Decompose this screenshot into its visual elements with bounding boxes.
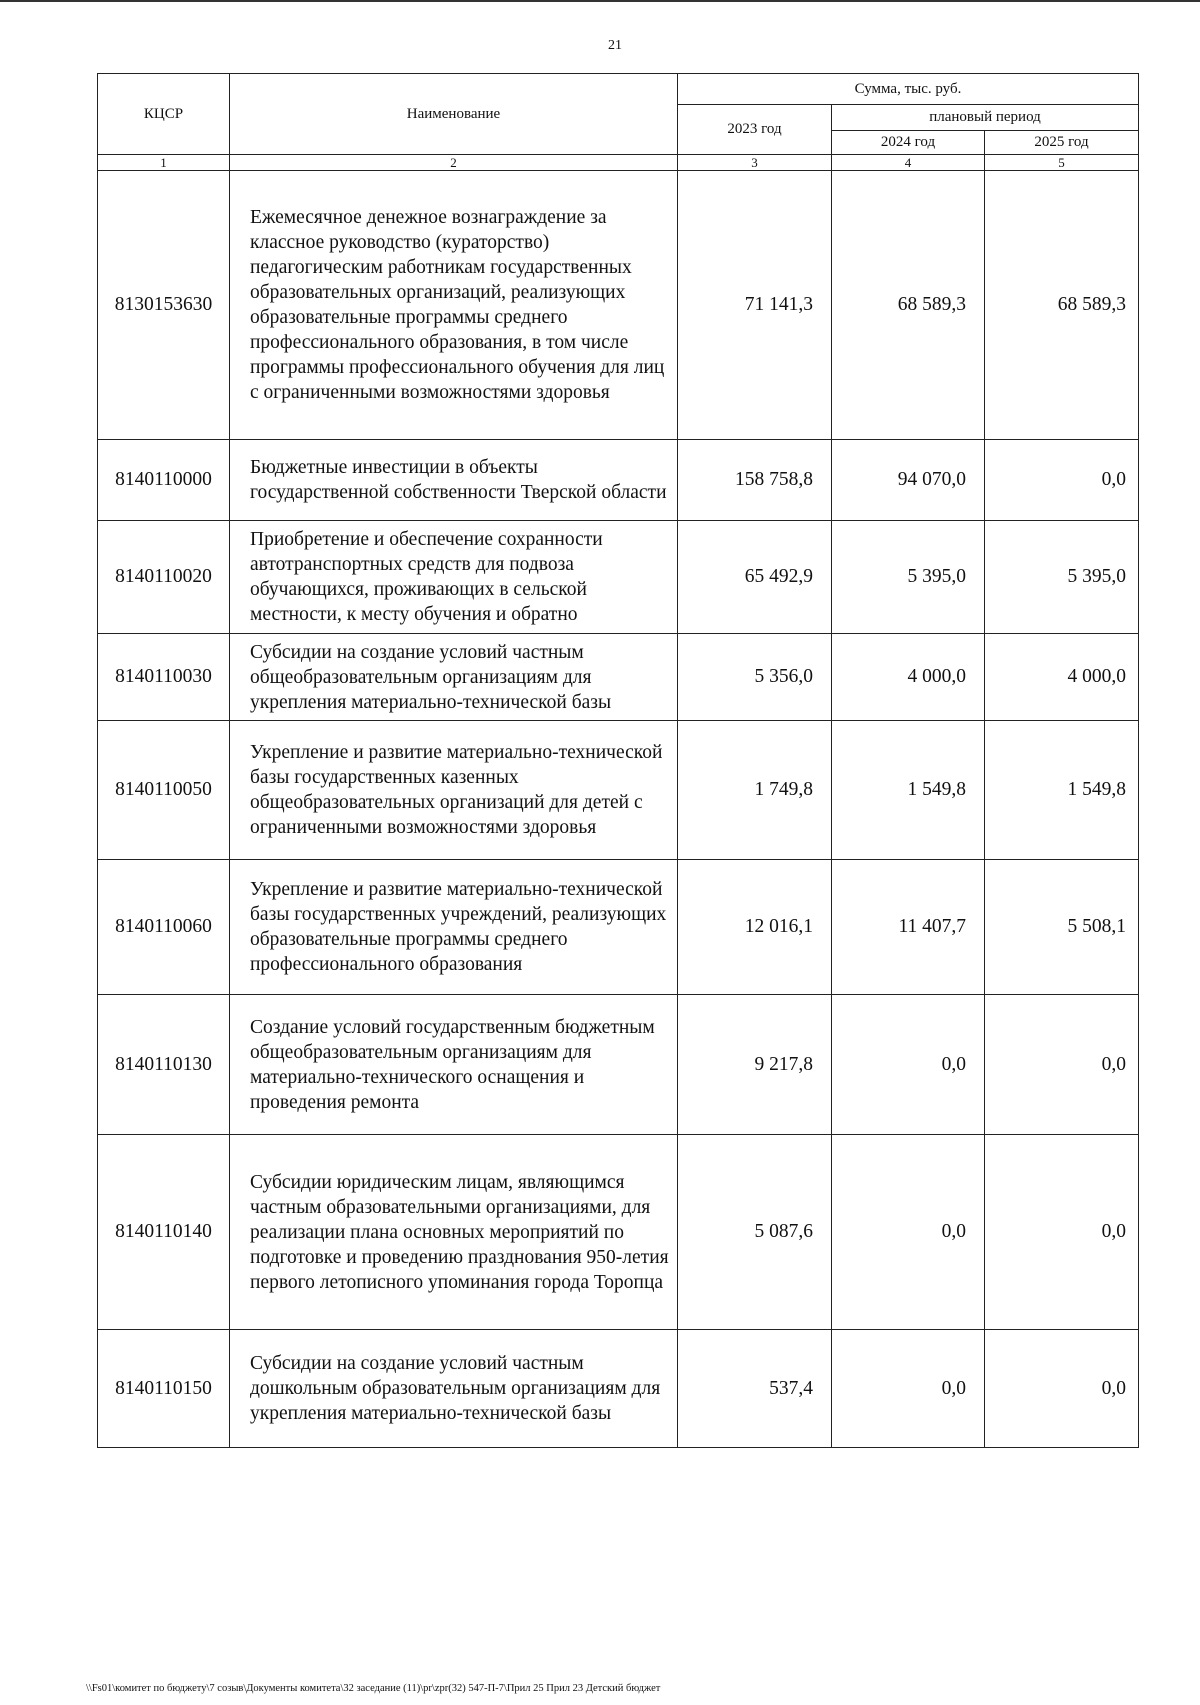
row-value-2023: 537,4 [678,1330,832,1448]
row-value-2023: 12 016,1 [678,860,832,995]
row-value-2023: 65 492,9 [678,521,832,634]
header-code: КЦСР [98,74,230,155]
table-row [98,171,1139,440]
row-value-2024: 4 000,0 [832,634,985,721]
table-row [98,860,1139,995]
column-number: 4 [832,155,985,171]
row-value-2023: 5 356,0 [678,634,832,721]
top-border-line [0,0,1200,2]
row-name: Субсидии юридическим лицам, являющимся частным образовательными организациями, для реализации плана основных мероприятий по подготовке и проведению празднования 950-летия первого летописного упоминания города Торопца [230,1135,678,1330]
row-code: 8140110140 [98,1135,230,1330]
header-planned-period: плановый период [832,105,1139,131]
table-row [98,521,1139,634]
row-name: Укрепление и развитие материально-технической базы государственных казенных общеобразовательных организаций для детей с ограниченными возможностями здоровья [230,721,678,860]
row-value-2023: 71 141,3 [678,171,832,440]
row-value-2024: 1 549,8 [832,721,985,860]
row-name: Ежемесячное денежное вознаграждение за классное руководство (кураторство) педагогическим работникам государственных образовательных организаций, реализующих образовательные программы среднего профессионального образования, в том числе программы профессионального обучения для лиц с ограниченными возможностями здоровья [230,171,678,440]
row-name: Укрепление и развитие материально-технической базы государственных учреждений, реализующих образовательные программы среднего профессионального образования [230,860,678,995]
row-value-2024: 5 395,0 [832,521,985,634]
row-value-2025: 1 549,8 [985,721,1139,860]
row-code: 8130153630 [98,171,230,440]
table-row [98,995,1139,1135]
table-body [98,171,1139,1448]
header-year-2024: 2024 год [832,131,985,155]
row-value-2025: 68 589,3 [985,171,1139,440]
row-value-2025: 5 395,0 [985,521,1139,634]
header-sum: Сумма, тыс. руб. [678,74,1139,105]
row-name: Создание условий государственным бюджетным общеобразовательным организациям для материально-технического оснащения и проведения ремонта [230,995,678,1135]
row-name: Бюджетные инвестиции в объекты государственной собственности Тверской области [230,440,678,521]
row-value-2023: 1 749,8 [678,721,832,860]
table-row [98,1135,1139,1330]
row-code: 8140110050 [98,721,230,860]
row-value-2023: 5 087,6 [678,1135,832,1330]
row-code: 8140110030 [98,634,230,721]
row-value-2025: 4 000,0 [985,634,1139,721]
row-value-2024: 0,0 [832,1330,985,1448]
row-value-2024: 68 589,3 [832,171,985,440]
footer-file-path: \\Fs01\комитет по бюджету\7 созыв\Документы комитета\32 заседание (11)\pr\zpr(32) 547-П-7\Прил 25 Прил 23 Детский бюджет [86,1683,661,1694]
header-year-2023: 2023 год [678,105,832,155]
row-code: 8140110020 [98,521,230,634]
column-number: 3 [678,155,832,171]
row-value-2025: 0,0 [985,440,1139,521]
row-value-2025: 0,0 [985,995,1139,1135]
row-code: 8140110130 [98,995,230,1135]
column-numbers-row [98,155,1139,171]
column-number: 2 [230,155,678,171]
row-name: Субсидии на создание условий частным общеобразовательным организациям для укрепления материально-технической базы [230,634,678,721]
page-number: 21 [608,38,622,53]
table-header [98,74,1139,171]
table-row [98,721,1139,860]
column-number: 5 [985,155,1139,171]
table-row [98,440,1139,521]
table-row [98,1330,1139,1448]
row-code: 8140110060 [98,860,230,995]
row-code: 8140110150 [98,1330,230,1448]
row-value-2023: 158 758,8 [678,440,832,521]
column-number: 1 [98,155,230,171]
row-value-2025: 5 508,1 [985,860,1139,995]
row-value-2024: 11 407,7 [832,860,985,995]
header-name: Наименование [230,74,678,155]
table-row [98,634,1139,721]
budget-table [97,73,1139,1448]
row-value-2023: 9 217,8 [678,995,832,1135]
row-name: Субсидии на создание условий частным дошкольным образовательным организациям для укрепления материально-технической базы [230,1330,678,1448]
row-value-2025: 0,0 [985,1330,1139,1448]
row-value-2025: 0,0 [985,1135,1139,1330]
row-value-2024: 0,0 [832,995,985,1135]
header-year-2025: 2025 год [985,131,1139,155]
row-code: 8140110000 [98,440,230,521]
row-value-2024: 0,0 [832,1135,985,1330]
row-value-2024: 94 070,0 [832,440,985,521]
row-name: Приобретение и обеспечение сохранности автотранспортных средств для подвоза обучающихся, проживающих в сельской местности, к месту обучения и обратно [230,521,678,634]
